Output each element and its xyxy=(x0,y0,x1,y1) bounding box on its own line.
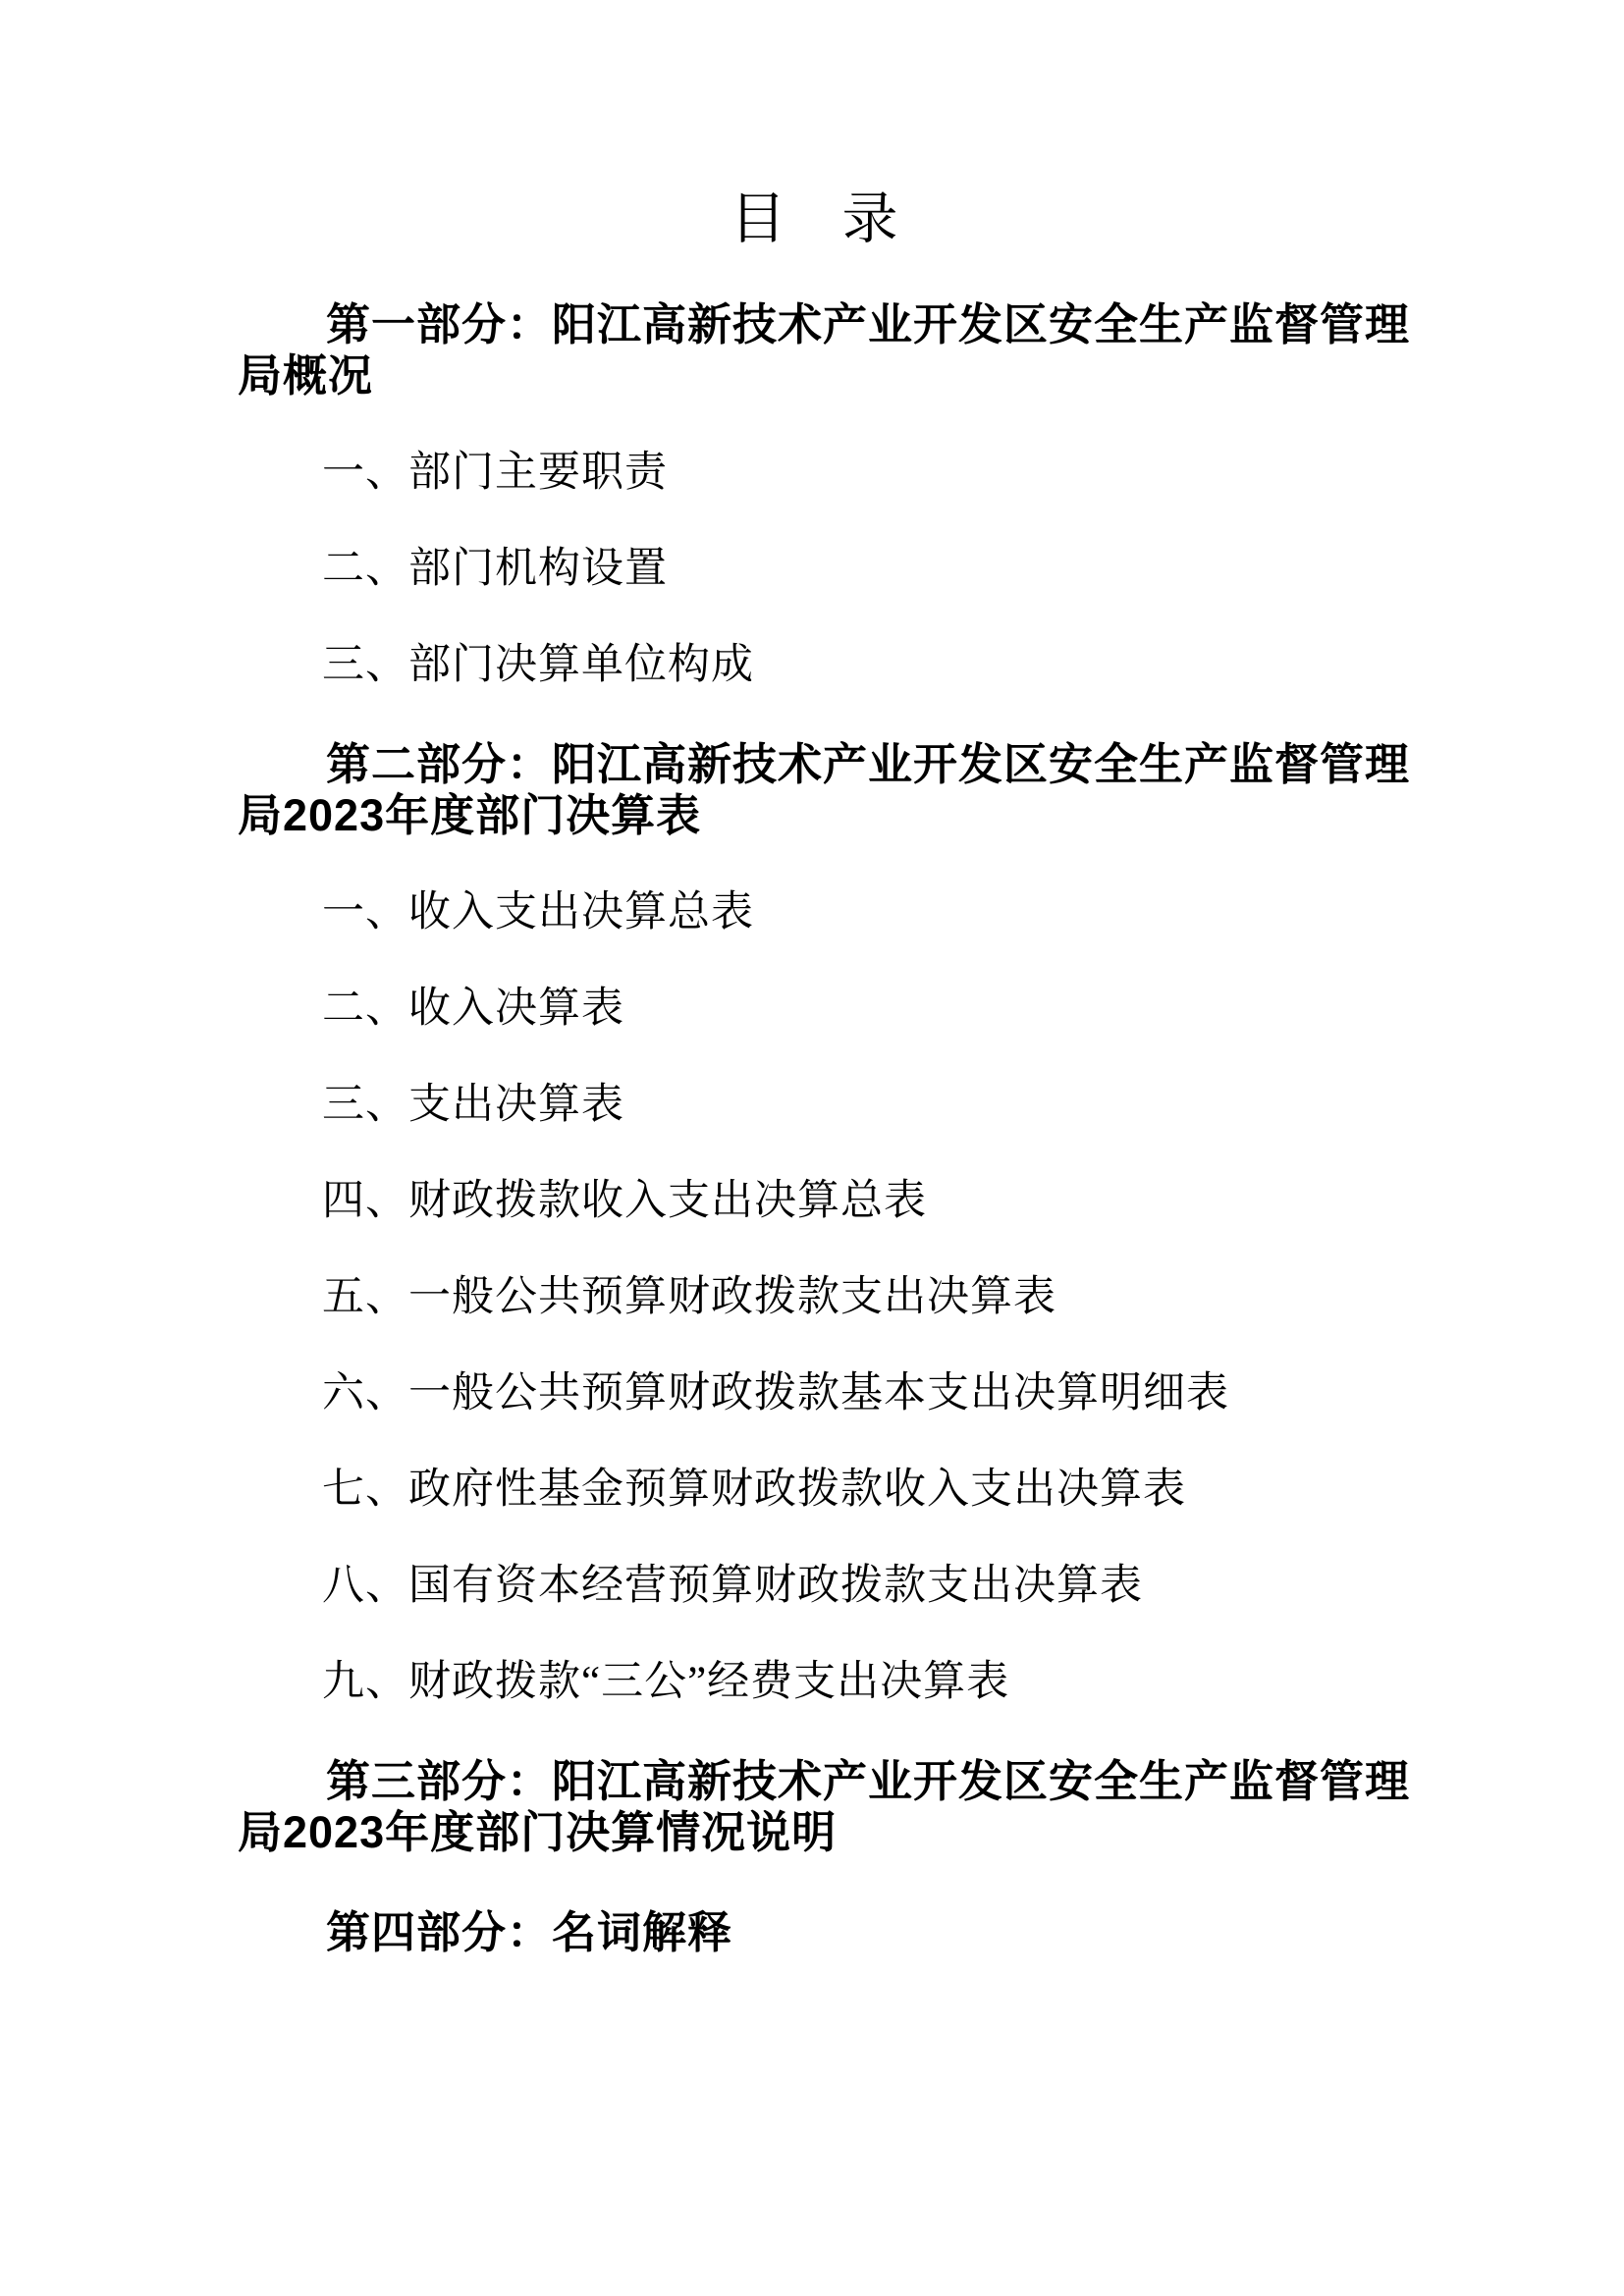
toc-item-part1-units: 三、部门决算单位构成 xyxy=(322,642,754,688)
toc-item-part2-8: 八、国有资本经营预算财政拨款支出决算表 xyxy=(322,1563,1143,1609)
toc-item-part1-duties: 一、部门主要职责 xyxy=(322,450,668,496)
toc-item-part2-7: 七、政府性基金预算财政拨款收入支出决算表 xyxy=(322,1467,1186,1513)
toc-item-part2-9: 九、财政拨款“三公”经费支出决算表 xyxy=(322,1659,1010,1705)
toc-item-part2-1: 一、收入支出决算总表 xyxy=(322,889,754,935)
heading-line: 局2023年度部门决算表 xyxy=(238,790,702,840)
toc-item-part2-3: 三、支出决算表 xyxy=(322,1082,624,1128)
toc-item-part2-5: 五、一般公共预算财政拨款支出决算表 xyxy=(322,1274,1056,1320)
heading-line: 第一部分：阳江高新技术产业开发区安全生产监督管理 xyxy=(326,299,1411,349)
heading-line: 第三部分：阳江高新技术产业开发区安全生产监督管理 xyxy=(326,1756,1411,1806)
toc-item-part2-6: 六、一般公共预算财政拨款基本支出决算明细表 xyxy=(322,1370,1229,1416)
section-heading-part4 xyxy=(238,1907,1390,1958)
heading-line: 局2023年度部门决算情况说明 xyxy=(238,1807,838,1857)
heading-line: 局概况 xyxy=(238,350,374,400)
toc-item-part1-structure: 二、部门机构设置 xyxy=(322,546,668,592)
page-title: 目 录 xyxy=(730,188,898,250)
section-heading-part1 xyxy=(238,299,1411,401)
heading-line: 第四部分：名词解释 xyxy=(326,1907,733,1957)
heading-line: 第二部分：阳江高新技术产业开发区安全生产监督管理 xyxy=(326,739,1411,789)
toc-item-part2-4: 四、财政拨款收入支出决算总表 xyxy=(322,1178,927,1224)
section-heading-part2 xyxy=(238,739,1411,841)
section-heading-part3 xyxy=(238,1756,1411,1858)
toc-item-part2-2: 二、收入决算表 xyxy=(322,986,624,1032)
